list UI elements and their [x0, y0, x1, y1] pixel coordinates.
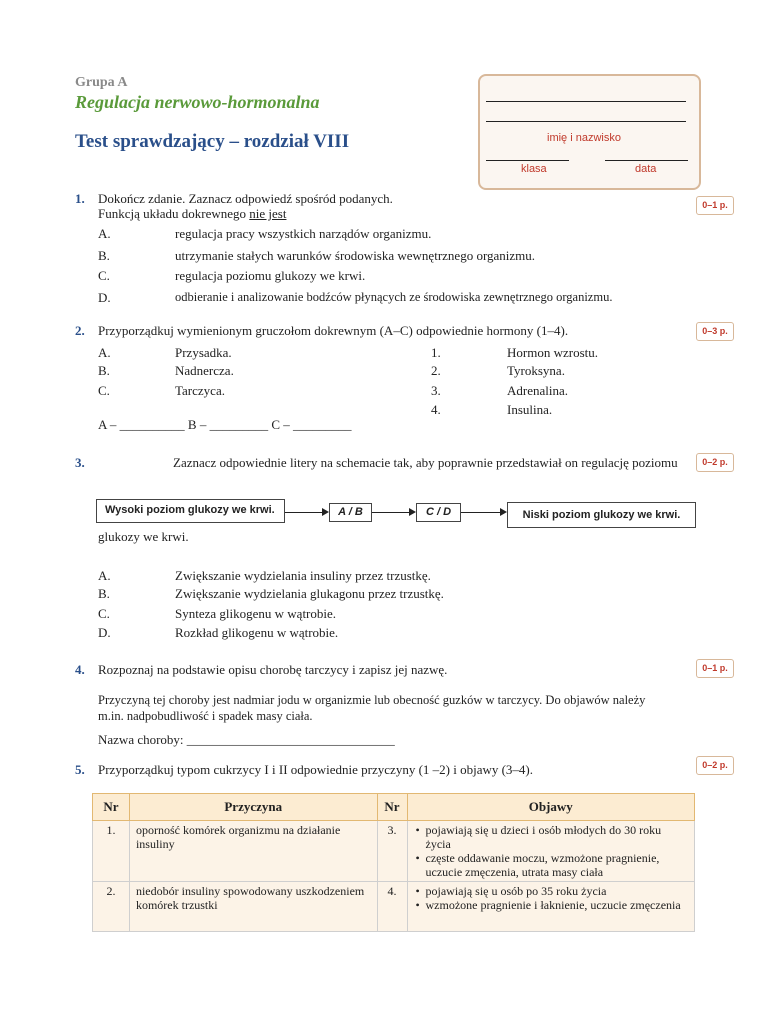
- q1-stem: [98, 206, 286, 222]
- table-header-row: [93, 794, 695, 821]
- q2-number: 2.: [75, 323, 85, 338]
- row-cause: niedobór insuliny spowodowany uszkodzeniem komórek trzustki: [129, 882, 377, 932]
- q2-gland-letter: A.: [98, 345, 111, 360]
- row-symptoms: [407, 821, 695, 882]
- row-number: 1.: [93, 821, 130, 882]
- row-number: 2.: [93, 882, 130, 932]
- q2-hormone-number: 4.: [431, 402, 441, 417]
- q2-answer-line[interactable]: A – __________ B – _________ C – _________: [98, 417, 352, 432]
- q3-option-text: Zwiększanie wydzielania insuliny przez trzustkę.: [175, 568, 431, 583]
- q2-gland-letter: C.: [98, 383, 110, 398]
- q3-option-text: Rozkład glikogenu w wątrobie.: [175, 625, 339, 640]
- student-info-box: [478, 74, 701, 190]
- arrowhead-icon: [500, 508, 507, 516]
- row-number: 4.: [377, 882, 407, 932]
- arrowhead-icon: [409, 508, 416, 516]
- symptom-item: • częste oddawanie moczu, wzmożone pragnienie, uczucie zmęczenia, utrata masy ciała: [426, 851, 689, 879]
- q1-option-letter[interactable]: A.: [98, 226, 111, 241]
- q2-hormone-number: 1.: [431, 345, 441, 360]
- q1-option-text: regulacja pracy wszystkich narządów organizmu.: [175, 226, 432, 241]
- q3-option-letter: A.: [98, 568, 111, 583]
- q4-points-badge: 0–1 p.: [696, 659, 734, 678]
- header-nr: Nr: [377, 794, 407, 821]
- q2-hormone-name: Insulina.: [507, 402, 553, 417]
- q1-number: 1.: [75, 191, 85, 206]
- name-label: imię i nazwisko: [547, 132, 621, 144]
- q3-option-letter: C.: [98, 606, 110, 621]
- q5-points-badge: 0–2 p.: [696, 756, 734, 775]
- flow-start-box: Wysoki poziom glukozy we krwi.: [96, 499, 285, 523]
- q2-hormone-number: 3.: [431, 383, 441, 398]
- q2-gland-letter: B.: [98, 363, 110, 378]
- flow-arrow: [285, 512, 323, 513]
- class-line: [486, 160, 569, 161]
- q1-option-text: odbieranie i analizowanie bodźców płynących ze środowiska zewnętrznego organizmu.: [175, 290, 613, 304]
- row-cause: oporność komórek organizmu na działanie insuliny: [129, 821, 377, 882]
- q2-hormone-name: Tyroksyna.: [507, 363, 565, 378]
- q1-option-letter[interactable]: C.: [98, 268, 110, 283]
- q1-option-text: utrzymanie stałych warunków środowiska wewnętrznego organizmu.: [175, 248, 536, 263]
- q4-number: 4.: [75, 662, 85, 677]
- flow-arrow: [461, 512, 501, 513]
- diabetes-table: [92, 793, 695, 932]
- q4-instruction: Rozpoznaj na podstawie opisu chorobę tarczycy i zapisz jej nazwę.: [98, 662, 448, 677]
- q3-points-badge: 0–2 p.: [696, 453, 734, 472]
- q2-hormone-name: Hormon wzrostu.: [507, 345, 598, 360]
- q3-number: 3.: [75, 455, 85, 470]
- q2-gland-name: Tarczyca.: [175, 383, 225, 398]
- q5-number: 5.: [75, 762, 85, 777]
- q1-stem-text: Funkcją układu dokrewnego: [98, 206, 250, 221]
- test-title: Test sprawdzający – rozdział VIII: [75, 131, 350, 152]
- header-nr: Nr: [93, 794, 130, 821]
- flow-step2-box[interactable]: C / D: [416, 503, 461, 522]
- q1-stem-underlined: nie jest: [249, 206, 287, 221]
- q1-option-text: regulacja poziomu glukozy we krwi.: [175, 268, 366, 283]
- q3-option-text: Zwiększanie wydzielania glukagonu przez trzustkę.: [175, 586, 444, 601]
- arrowhead-icon: [322, 508, 329, 516]
- q2-hormone-number: 2.: [431, 363, 441, 378]
- row-number: 3.: [377, 821, 407, 882]
- q3-instruction-cont: glukozy we krwi.: [98, 529, 189, 544]
- flow-step1-box[interactable]: A / B: [329, 503, 372, 522]
- q3-option-letter: B.: [98, 586, 110, 601]
- subject-title: Regulacja nerwowo-hormonalna: [75, 92, 320, 112]
- table-row: [93, 821, 695, 882]
- symptom-item: • wzmożone pragnienie i łaknienie, uczucie zmęczenia: [426, 898, 689, 912]
- q1-instruction: Dokończ zdanie. Zaznacz odpowiedź spośród podanych.: [98, 191, 393, 206]
- symptom-item: • pojawiają się u osób po 35 roku życia: [426, 884, 689, 898]
- q2-gland-name: Nadnercza.: [175, 363, 234, 378]
- q4-answer-field[interactable]: Nazwa choroby: ________________________________: [98, 732, 395, 747]
- q3-option-text: Synteza glikogenu w wątrobie.: [175, 606, 337, 621]
- q2-points-badge: 0–3 p.: [696, 322, 734, 341]
- q1-option-letter[interactable]: D.: [98, 290, 111, 305]
- header-cause: Przyczyna: [129, 794, 377, 821]
- date-line: [605, 160, 688, 161]
- q2-hormone-name: Adrenalina.: [507, 383, 569, 398]
- flow-end-box: Niski poziom glukozy we krwi.: [507, 502, 696, 528]
- q2-gland-name: Przysadka.: [175, 345, 232, 360]
- q5-instruction: Przyporządkuj typom cukrzycy I i II odpowiednie przyczyny (1 –2) i objawy (3–4).: [98, 762, 534, 777]
- q3-option-letter: D.: [98, 625, 111, 640]
- date-label: data: [635, 163, 657, 175]
- group-label: Grupa A: [75, 75, 128, 90]
- q1-option-letter[interactable]: B.: [98, 248, 110, 263]
- header-symptoms: Objawy: [407, 794, 695, 821]
- flow-arrow: [372, 512, 410, 513]
- symptom-item: • pojawiają się u dzieci i osób młodych do 30 roku życia: [426, 823, 689, 851]
- q2-instruction: Przyporządkuj wymienionym gruczołom dokrewnym (A–C) odpowiednie hormony (1–4).: [98, 323, 569, 338]
- blank-line: [486, 101, 686, 102]
- q1-points-badge: 0–1 p.: [696, 196, 734, 215]
- table-row: [93, 882, 695, 932]
- q4-description: m.in. nadpobudliwość i spadek masy ciała.: [98, 709, 313, 723]
- blank-line: [486, 121, 686, 122]
- class-label: klasa: [521, 163, 547, 175]
- q3-instruction: Zaznacz odpowiednie litery na schemacie tak, aby poprawnie przedstawiał on regulację poziomu: [173, 455, 678, 470]
- q4-description: Przyczyną tej choroby jest nadmiar jodu w organizmie lub obecność guzków w tarczycy. Do objawów należy: [98, 693, 646, 707]
- row-symptoms: [407, 882, 695, 932]
